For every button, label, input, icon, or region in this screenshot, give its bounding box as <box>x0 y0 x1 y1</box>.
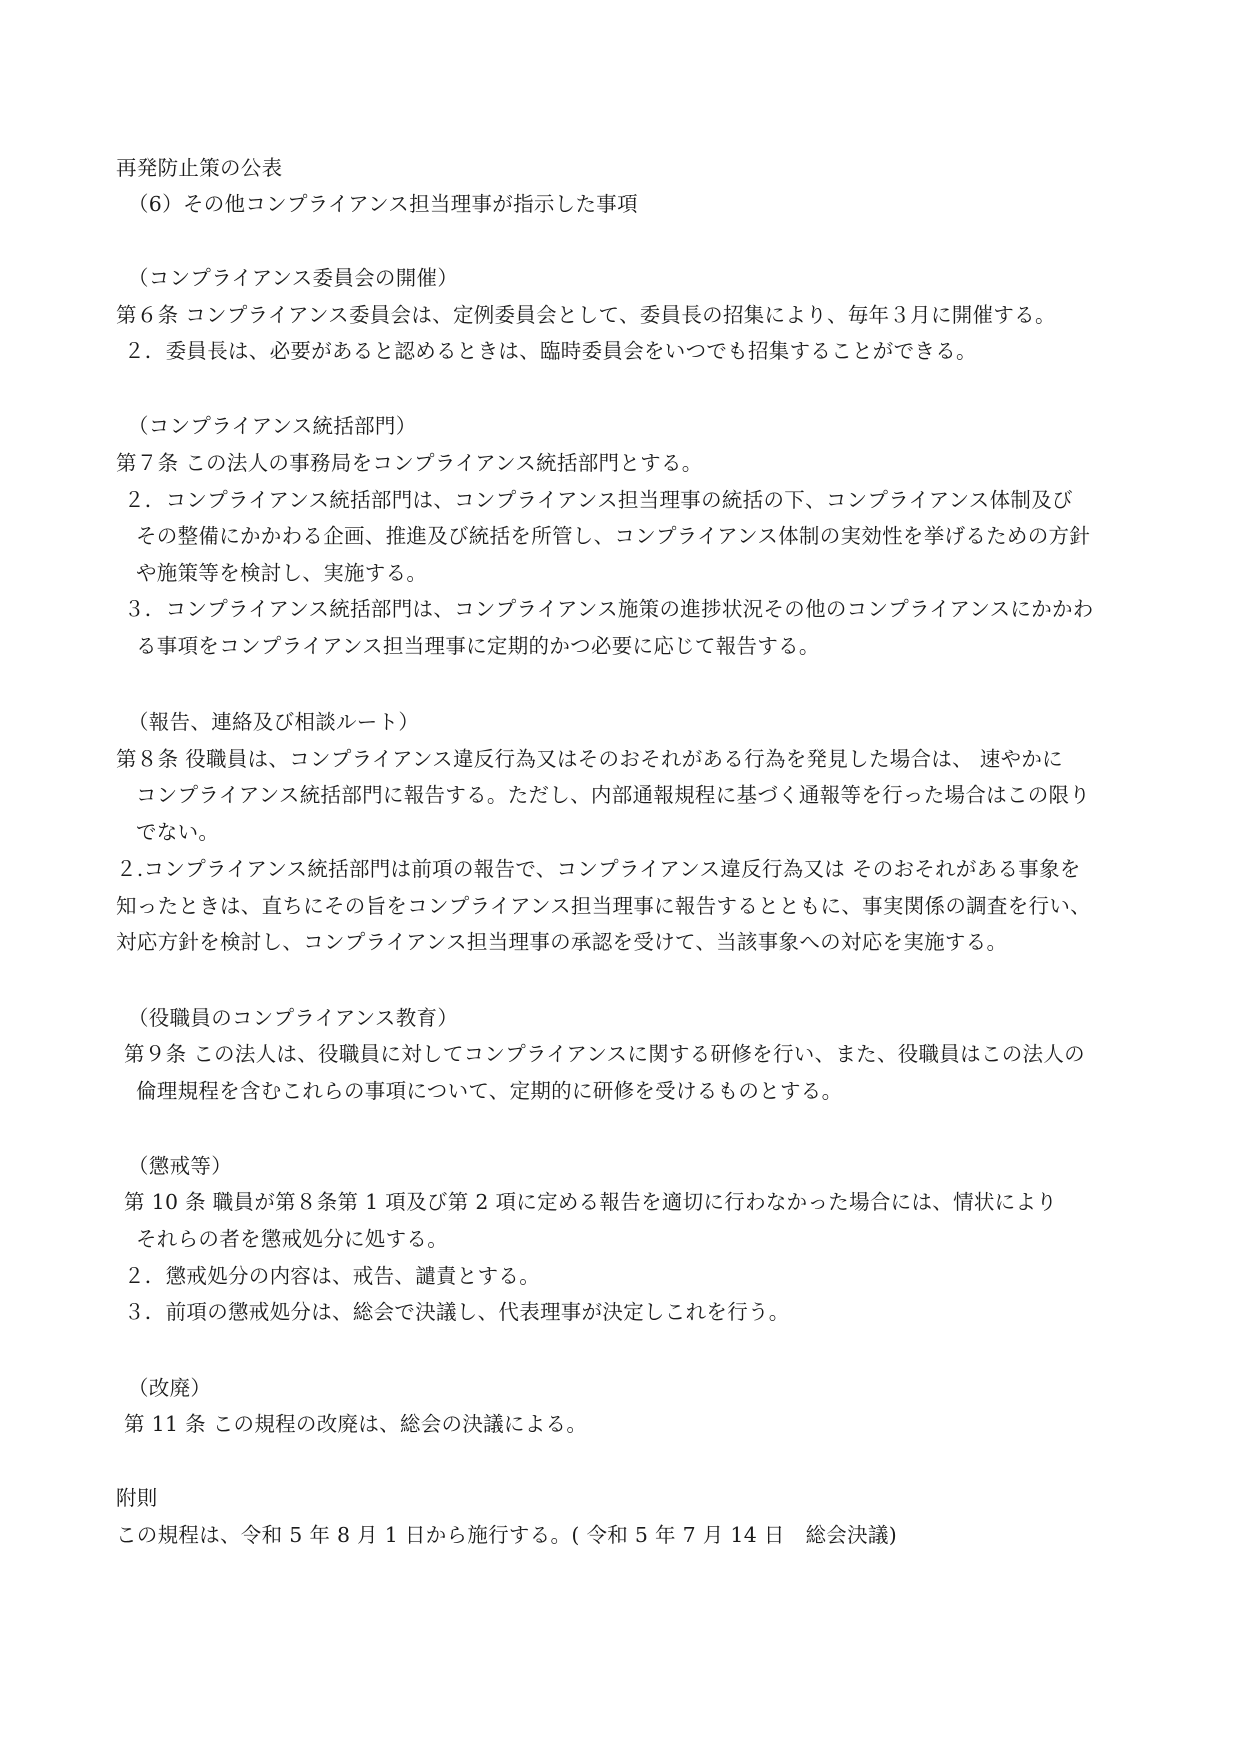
clause-line: ２．コンプライアンス統括部門は、コンプライアンス担当理事の統括の下、コンプライアンス体制及び <box>124 488 1073 512</box>
article-continuation: コンプライアンス統括部門に報告する。ただし、内部通報規程に基づく通報等を行った場合はこの限り <box>136 783 1091 807</box>
section-heading: （役職員のコンプライアンス教育） <box>128 1006 459 1030</box>
clause-line: ３．前項の懲戒処分は、総会で決議し、代表理事が決定しこれを行う。 <box>124 1300 790 1324</box>
section-heading: （改廃） <box>128 1376 212 1400</box>
section-heading: （懲戒等） <box>128 1154 232 1178</box>
clause-continuation: る事項をコンプライアンス担当理事に定期的かつ必要に応じて報告する。 <box>136 634 820 658</box>
clause-continuation: 知ったときは、直ちにその旨をコンプライアンス担当理事に報告するとともに、事実関係の調査を行い、 <box>116 894 1091 918</box>
article-continuation: でない。 <box>136 820 220 844</box>
clause-line: ２．懲戒処分の内容は、戒告、譴責とする。 <box>124 1264 540 1288</box>
section-heading: （コンプライアンス統括部門） <box>128 414 417 438</box>
supplementary-line: この規程は、令和 5 年 8 月 1 日から施行する。( 令和 5 年 7 月 14 日 総会決議) <box>116 1523 898 1547</box>
article-line: 第９条 この法人は、役職員に対してコンプライアンスに関する研修を行い、また、役職員はこの法人の <box>124 1042 1085 1066</box>
clause-line: ２．委員長は、必要があると認めるときは、臨時委員会をいつでも招集することができる。 <box>124 339 977 363</box>
clause-continuation: 対応方針を検討し、コンプライアンス担当理事の承認を受けて、当該事象への対応を実施する。 <box>116 930 1008 954</box>
text-line: （6）その他コンプライアンス担当理事が指示した事項 <box>128 192 638 216</box>
section-heading: （報告、連絡及び相談ルート） <box>128 710 420 734</box>
text-line: 再発防止策の公表 <box>116 156 283 180</box>
article-line: 第７条 この法人の事務局をコンプライアンス統括部門とする。 <box>116 451 703 475</box>
supplementary-heading: 附則 <box>116 1486 158 1510</box>
section-heading: （コンプライアンス委員会の開催） <box>128 266 459 290</box>
article-line: 第 11 条 この規程の改廃は、総会の決議による。 <box>124 1412 588 1436</box>
clause-line: ３．コンプライアンス統括部門は、コンプライアンス施策の進捗状況その他のコンプライアンスにかかわ <box>124 597 1094 621</box>
article-line: 第８条 役職員は、コンプライアンス違反行為又はそのおそれがある行為を発見した場合は、 速やかに <box>116 747 1063 771</box>
article-line: 第６条 コンプライアンス委員会は、定例委員会として、委員長の招集により、毎年３月に開催する。 <box>116 303 1056 327</box>
article-continuation: それらの者を懲戒処分に処する。 <box>136 1227 448 1251</box>
clause-line: ２.コンプライアンス統括部門は前項の報告で、コンプライアンス違反行為又は そのおそれがある事象を <box>116 857 1081 881</box>
article-continuation: 倫理規程を含むこれらの事項について、定期的に研修を受けるものとする。 <box>136 1079 843 1103</box>
clause-continuation: や施策等を検討し、実施する。 <box>136 561 428 585</box>
clause-continuation: その整備にかかわる企画、推進及び統括を所管し、コンプライアンス体制の実効性を挙げるための方針 <box>136 524 1091 548</box>
article-line: 第 10 条 職員が第８条第 1 項及び第 2 項に定める報告を適切に行わなかった場合には、情状により <box>124 1190 1058 1214</box>
